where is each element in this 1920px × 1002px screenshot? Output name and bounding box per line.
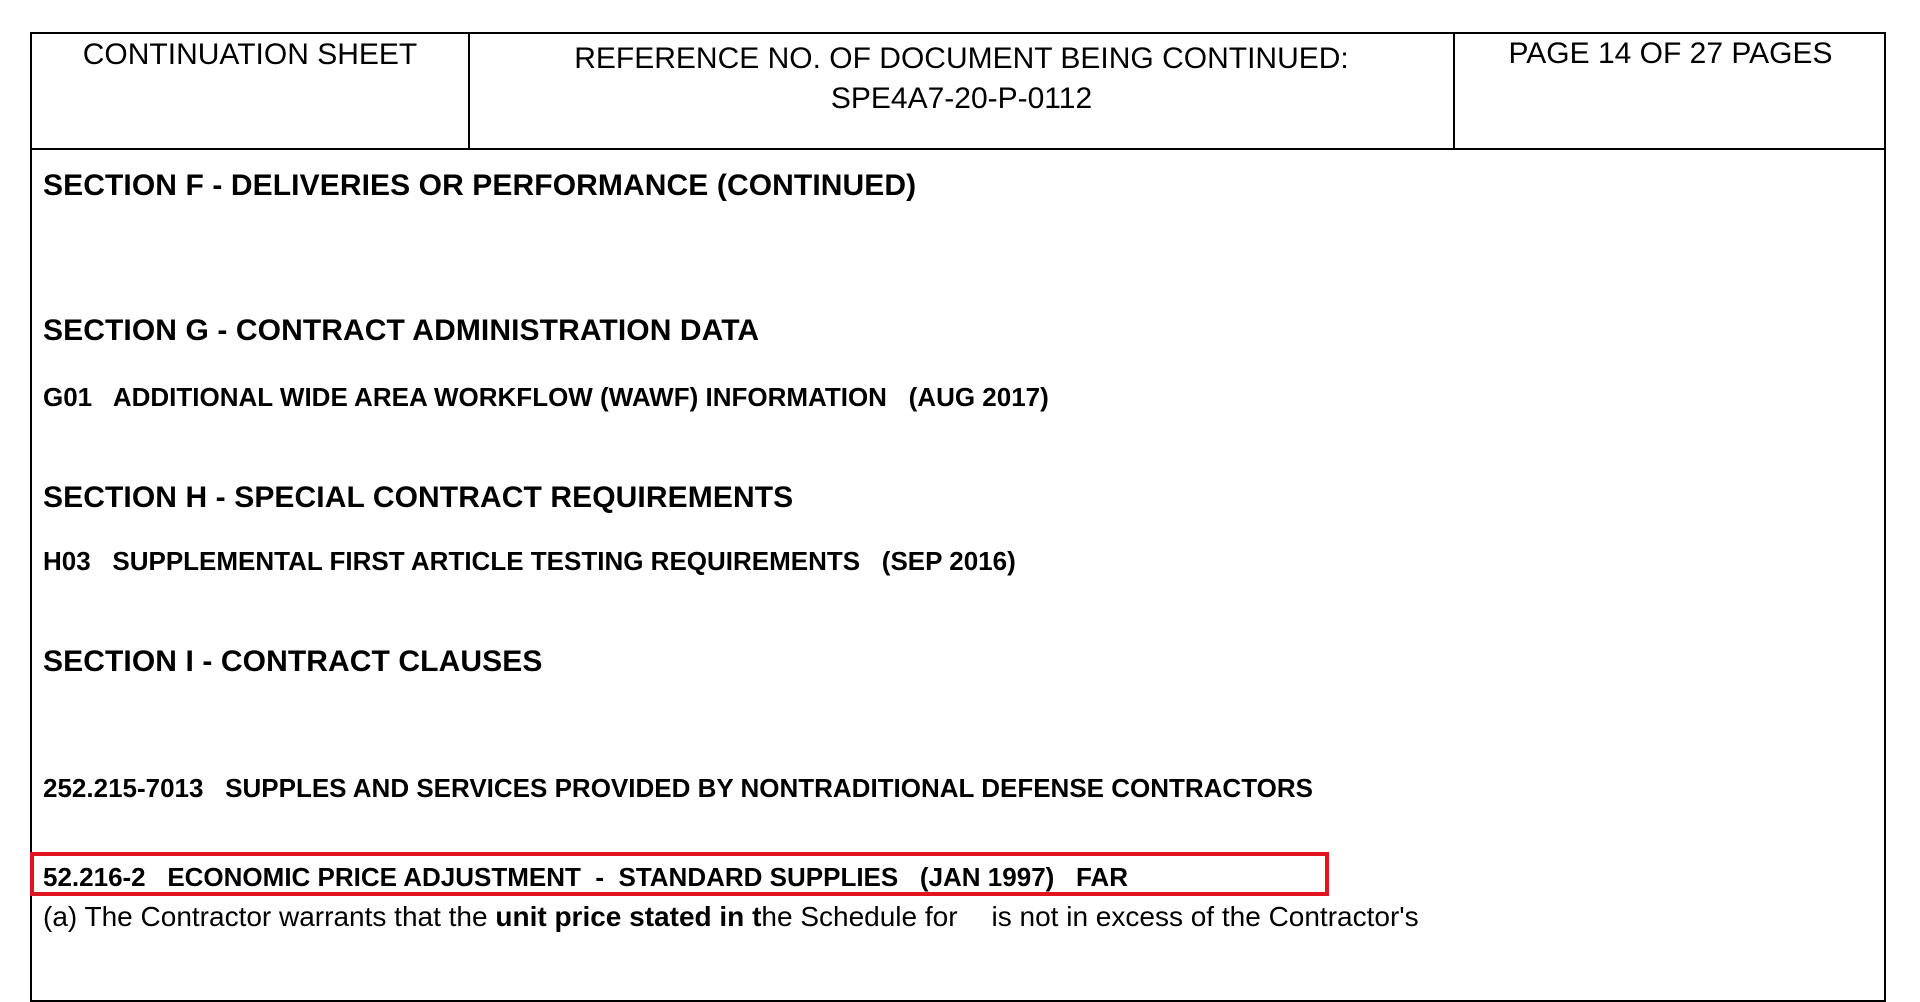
page-count-cell: [1455, 34, 1886, 148]
paragraph-text-2: he Schedule for: [761, 901, 958, 932]
section-i-title: SECTION I - CONTRACT CLAUSES: [43, 645, 543, 678]
continuation-sheet-label: [32, 34, 470, 148]
reference-number: SPE4A7-20-P-0112: [830, 82, 1093, 115]
page-count: PAGE 14 OF 27 PAGES: [1508, 37, 1833, 70]
section-f-title: SECTION F - DELIVERIES OR PERFORMANCE (CONTINUED): [43, 169, 917, 202]
clause-52-216-2: 52.216-2 ECONOMIC PRICE ADJUSTMENT - STANDARD SUPPLIES (JAN 1997) FAR: [43, 862, 1128, 892]
reference-number-cell: [470, 34, 1455, 148]
section-h-title: SECTION H - SPECIAL CONTRACT REQUIREMENTS: [43, 481, 794, 514]
reference-label: REFERENCE NO. OF DOCUMENT BEING CONTINUED:: [574, 42, 1349, 75]
clause-g01: G01 ADDITIONAL WIDE AREA WORKFLOW (WAWF) INFORMATION (AUG 2017): [43, 382, 1049, 412]
clause-252-215-7013: 252.215-7013 SUPPLES AND SERVICES PROVIDED BY NONTRADITIONAL DEFENSE CONTRACTORS: [43, 773, 1313, 803]
section-g-title: SECTION G - CONTRACT ADMINISTRATION DATA: [43, 314, 760, 347]
paragraph-bold-text: unit price stated in t: [495, 901, 762, 932]
paragraph-text-1: (a) The Contractor warrants that the: [43, 901, 496, 932]
continuation-sheet-text: CONTINUATION SHEET: [82, 38, 418, 71]
clause-h03: H03 SUPPLEMENTAL FIRST ARTICLE TESTING REQUIREMENTS (SEP 2016): [43, 546, 1016, 576]
clause-paragraph-a: [43, 901, 1538, 933]
paragraph-text-3: is not in excess of the Contractor's: [991, 901, 1419, 932]
sheet-header: [32, 34, 1884, 150]
